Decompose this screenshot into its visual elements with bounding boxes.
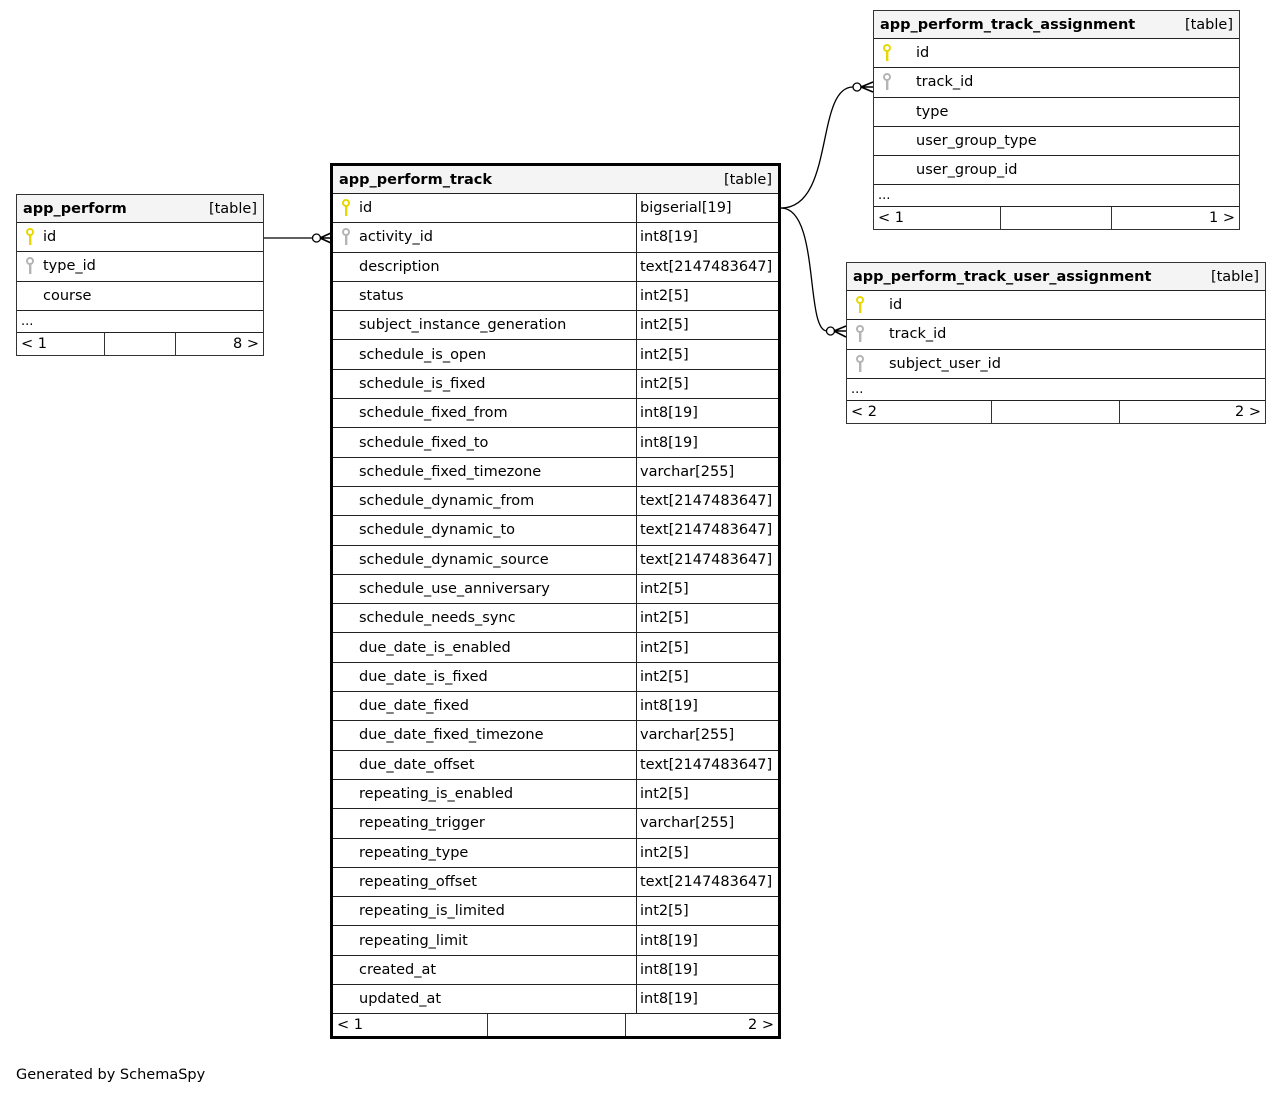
table-app-perform-track-assignment[interactable] — [873, 10, 1240, 230]
column-name[interactable]: description — [359, 258, 440, 275]
column-row[interactable] — [333, 926, 778, 955]
no-key-spacer — [339, 814, 353, 832]
column-name[interactable]: user_group_type — [916, 133, 1037, 150]
column-name[interactable]: course — [43, 287, 92, 304]
column-cell — [333, 809, 636, 837]
no-key-spacer — [23, 287, 37, 305]
column-cell — [847, 291, 1265, 319]
table-name[interactable]: app_perform_track — [339, 171, 493, 188]
table-name[interactable]: app_perform_track_user_assignment — [853, 268, 1152, 285]
column-row[interactable] — [333, 428, 778, 457]
no-key-spacer — [880, 161, 894, 179]
column-type: text[2147483647] — [636, 546, 778, 574]
column-cell — [333, 340, 636, 368]
relationship-app-perform-to-track[interactable] — [264, 233, 331, 243]
column-type: varchar[255] — [636, 809, 778, 837]
parents-count[interactable]: < 1 — [17, 333, 105, 355]
column-name[interactable]: type_id — [43, 258, 96, 275]
column-name[interactable]: track_id — [916, 74, 974, 91]
column-row[interactable] — [333, 839, 778, 868]
column-name[interactable]: schedule_fixed_from — [359, 405, 508, 422]
more-columns: ... — [847, 379, 1265, 401]
column-type: int8[19] — [636, 692, 778, 720]
column-row[interactable] — [333, 546, 778, 575]
column-name[interactable]: schedule_dynamic_source — [359, 551, 549, 568]
column-row[interactable] — [333, 956, 778, 985]
column-type: int8[19] — [636, 428, 778, 456]
column-cell — [17, 252, 263, 280]
parents-count[interactable]: < 1 — [333, 1014, 488, 1036]
column-type: bigserial[19] — [636, 194, 778, 222]
column-row[interactable] — [333, 575, 778, 604]
column-type: int2[5] — [636, 633, 778, 661]
column-cell — [17, 223, 263, 251]
column-type: int8[19] — [636, 223, 778, 251]
column-row[interactable] — [333, 780, 778, 809]
table-name[interactable]: app_perform — [23, 200, 127, 217]
table-footer — [847, 401, 1265, 423]
column-type: int2[5] — [636, 311, 778, 339]
column-cell — [333, 751, 636, 779]
column-cell — [333, 194, 636, 222]
column-type: varchar[255] — [636, 721, 778, 749]
footer-spacer — [992, 401, 1120, 423]
column-type: int8[19] — [636, 399, 778, 427]
footer-spacer — [105, 333, 176, 355]
column-row[interactable] — [17, 282, 263, 311]
no-key-spacer — [339, 756, 353, 774]
no-key-spacer — [339, 697, 353, 715]
table-app-perform[interactable] — [16, 194, 264, 356]
table-app-perform-track-user-assignment[interactable] — [846, 262, 1266, 424]
column-type: text[2147483647] — [636, 253, 778, 281]
column-row[interactable] — [333, 487, 778, 516]
table-header[interactable] — [874, 11, 1239, 39]
more-columns: ... — [17, 311, 263, 333]
footer-spacer — [1001, 207, 1112, 229]
column-name[interactable]: schedule_use_anniversary — [359, 581, 550, 597]
primary-key-icon — [339, 199, 353, 217]
column-cell — [874, 68, 1239, 96]
column-name[interactable]: repeating_limit — [359, 932, 468, 949]
table-name[interactable]: app_perform_track_assignment — [880, 16, 1136, 33]
column-row[interactable] — [333, 458, 778, 487]
column-name[interactable]: schedule_dynamic_from — [359, 493, 535, 510]
no-key-spacer — [339, 639, 353, 657]
column-row[interactable] — [333, 311, 778, 340]
foreign-key-icon — [853, 355, 867, 373]
parents-count[interactable]: < 1 — [874, 207, 1001, 229]
column-name[interactable]: id — [43, 229, 57, 246]
table-app-perform-track[interactable] — [330, 163, 781, 1039]
table-header[interactable] — [333, 166, 778, 194]
column-type: int2[5] — [636, 839, 778, 867]
column-name[interactable]: schedule_needs_sync — [359, 610, 516, 627]
no-key-spacer — [339, 609, 353, 627]
footer-spacer — [488, 1014, 626, 1036]
column-row[interactable] — [333, 194, 778, 223]
column-row[interactable] — [333, 223, 778, 252]
primary-key-icon — [23, 228, 37, 246]
column-cell — [874, 39, 1239, 67]
column-row[interactable] — [333, 399, 778, 428]
more-columns: ... — [874, 185, 1239, 207]
column-cell — [333, 868, 636, 896]
column-cell — [333, 399, 636, 427]
column-name[interactable]: schedule_is_fixed — [359, 375, 486, 392]
column-row[interactable] — [847, 350, 1265, 379]
no-key-spacer — [880, 132, 894, 150]
no-key-spacer — [339, 844, 353, 862]
table-header[interactable] — [17, 195, 263, 223]
column-row[interactable] — [333, 663, 778, 692]
column-name[interactable]: repeating_type — [359, 844, 469, 861]
column-cell — [333, 428, 636, 456]
column-cell — [333, 780, 636, 808]
column-cell — [333, 604, 636, 632]
children-count[interactable]: 2 > — [748, 1017, 774, 1034]
column-name[interactable]: repeating_trigger — [359, 815, 485, 832]
column-type: int8[19] — [636, 956, 778, 984]
column-type: int2[5] — [636, 282, 778, 310]
column-row[interactable] — [333, 633, 778, 662]
no-key-spacer — [339, 580, 353, 598]
no-key-spacer — [339, 785, 353, 803]
column-row[interactable] — [874, 68, 1239, 97]
column-row[interactable] — [333, 809, 778, 838]
column-row[interactable] — [847, 320, 1265, 349]
table-header[interactable] — [847, 263, 1265, 291]
column-name[interactable]: updated_at — [359, 991, 442, 1008]
column-name[interactable]: user_group_id — [916, 162, 1018, 179]
column-cell — [874, 156, 1239, 184]
column-name[interactable]: due_date_offset — [359, 756, 475, 773]
column-name[interactable]: schedule_is_open — [359, 346, 487, 363]
no-key-spacer — [339, 521, 353, 539]
primary-key-icon — [880, 44, 894, 62]
column-cell — [333, 633, 636, 661]
column-type: int2[5] — [636, 370, 778, 398]
column-cell — [333, 575, 636, 603]
column-name[interactable]: due_date_fixed_timezone — [359, 727, 544, 744]
column-row[interactable] — [874, 127, 1239, 156]
column-row[interactable] — [333, 370, 778, 399]
column-cell — [333, 370, 636, 398]
column-name[interactable]: due_date_fixed — [359, 698, 469, 715]
relationship-track-to-user-assignment[interactable] — [781, 208, 846, 337]
column-type: text[2147483647] — [636, 868, 778, 896]
column-row[interactable] — [874, 39, 1239, 68]
column-type: text[2147483647] — [636, 516, 778, 544]
column-cell — [17, 282, 263, 310]
column-cell — [333, 663, 636, 691]
column-cell — [333, 897, 636, 925]
foreign-key-icon — [339, 228, 353, 246]
column-type: int2[5] — [636, 780, 778, 808]
table-footer — [874, 207, 1239, 229]
no-key-spacer — [339, 404, 353, 422]
column-row[interactable] — [333, 751, 778, 780]
column-type: int2[5] — [636, 575, 778, 603]
table-kind: [table] — [723, 171, 772, 188]
table-footer — [333, 1014, 778, 1036]
column-name[interactable]: track_id — [889, 326, 947, 343]
column-cell — [333, 253, 636, 281]
no-key-spacer — [339, 258, 353, 276]
column-row[interactable] — [333, 897, 778, 926]
table-kind: [table] — [1210, 268, 1259, 285]
column-cell — [333, 223, 636, 251]
column-row[interactable] — [333, 721, 778, 750]
column-type: int2[5] — [636, 340, 778, 368]
no-key-spacer — [339, 375, 353, 393]
no-key-spacer — [880, 103, 894, 121]
column-cell — [333, 839, 636, 867]
column-cell — [333, 458, 636, 486]
table-kind: [table] — [208, 200, 257, 217]
column-name[interactable]: id — [889, 297, 903, 314]
table-kind: [table] — [1184, 16, 1233, 33]
no-key-spacer — [339, 932, 353, 950]
column-cell — [333, 956, 636, 984]
column-name[interactable]: status — [359, 288, 404, 305]
column-row[interactable] — [874, 156, 1239, 185]
column-row[interactable] — [333, 985, 778, 1014]
no-key-spacer — [339, 346, 353, 364]
column-name[interactable]: due_date_is_fixed — [359, 668, 488, 685]
column-row[interactable] — [333, 516, 778, 545]
children-count[interactable]: 1 > — [1209, 210, 1235, 227]
no-key-spacer — [339, 316, 353, 334]
column-type: text[2147483647] — [636, 751, 778, 779]
foreign-key-icon — [853, 325, 867, 343]
column-cell — [847, 320, 1265, 348]
column-name[interactable]: id — [359, 200, 373, 217]
column-name[interactable]: schedule_dynamic_to — [359, 522, 516, 539]
relationship-track-to-assignment[interactable] — [781, 82, 873, 208]
column-type: int8[19] — [636, 985, 778, 1013]
column-row[interactable] — [333, 253, 778, 282]
children-count[interactable]: 2 > — [1235, 403, 1261, 420]
generated-by-footer: Generated by SchemaSpy — [16, 1067, 206, 1083]
column-row[interactable] — [847, 291, 1265, 320]
column-name[interactable]: repeating_is_limited — [359, 903, 505, 920]
column-name[interactable]: type — [916, 103, 949, 120]
no-key-spacer — [339, 668, 353, 686]
column-cell — [333, 721, 636, 749]
column-type: text[2147483647] — [636, 487, 778, 515]
column-name[interactable]: subject_user_id — [889, 355, 1001, 372]
column-cell — [333, 546, 636, 574]
no-key-spacer — [339, 902, 353, 920]
column-cell — [333, 985, 636, 1013]
column-row[interactable] — [333, 340, 778, 369]
column-name[interactable]: created_at — [359, 961, 437, 978]
column-type: int2[5] — [636, 897, 778, 925]
column-row[interactable] — [333, 692, 778, 721]
column-name[interactable]: repeating_offset — [359, 873, 477, 890]
table-footer — [17, 333, 263, 355]
no-key-spacer — [339, 990, 353, 1008]
column-cell — [874, 98, 1239, 126]
column-row[interactable] — [333, 282, 778, 311]
column-row[interactable] — [333, 868, 778, 897]
primary-key-icon — [853, 296, 867, 314]
column-type: int2[5] — [636, 663, 778, 691]
column-name[interactable]: repeating_is_enabled — [359, 786, 514, 803]
column-row[interactable] — [17, 252, 263, 281]
no-key-spacer — [339, 492, 353, 510]
column-type: varchar[255] — [636, 458, 778, 486]
no-key-spacer — [339, 873, 353, 891]
column-name[interactable]: schedule_fixed_timezone — [359, 463, 542, 480]
foreign-key-icon — [880, 73, 894, 91]
column-type: int2[5] — [636, 604, 778, 632]
column-row[interactable] — [17, 223, 263, 252]
column-name[interactable]: schedule_fixed_to — [359, 434, 489, 451]
column-cell — [333, 692, 636, 720]
column-cell — [333, 516, 636, 544]
column-cell — [333, 282, 636, 310]
column-cell — [874, 127, 1239, 155]
no-key-spacer — [339, 551, 353, 569]
no-key-spacer — [339, 726, 353, 744]
column-cell — [333, 311, 636, 339]
column-name[interactable]: subject_instance_generation — [359, 317, 567, 334]
column-name[interactable]: id — [916, 45, 930, 62]
no-key-spacer — [339, 434, 353, 452]
children-count[interactable]: 8 > — [233, 335, 259, 352]
no-key-spacer — [339, 287, 353, 305]
column-cell — [333, 926, 636, 954]
foreign-key-icon — [23, 257, 37, 275]
column-cell — [847, 350, 1265, 378]
column-cell — [333, 487, 636, 515]
parents-count[interactable]: < 2 — [847, 401, 992, 423]
column-name[interactable]: activity_id — [359, 229, 433, 246]
no-key-spacer — [339, 463, 353, 481]
column-name[interactable]: due_date_is_enabled — [359, 639, 511, 656]
column-row[interactable] — [874, 98, 1239, 127]
no-key-spacer — [339, 961, 353, 979]
column-row[interactable] — [333, 604, 778, 633]
column-type: int8[19] — [636, 926, 778, 954]
